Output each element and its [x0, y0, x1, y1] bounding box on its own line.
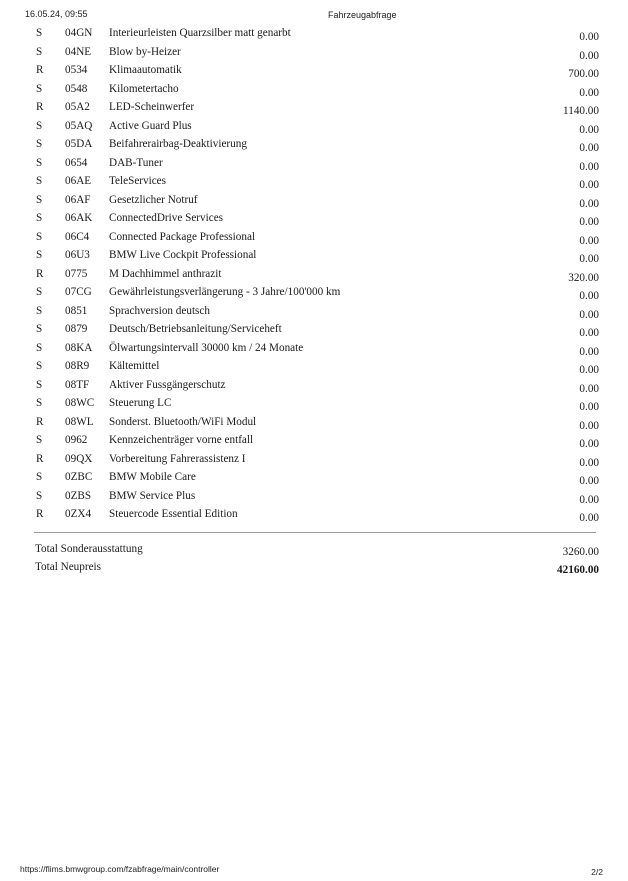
option-description: Kilometertacho	[109, 82, 179, 95]
option-price: 0.00	[579, 401, 599, 413]
option-row	[0, 246, 628, 265]
print-footer-url: https://flims.bmwgroup.com/fzabfrage/main/controller	[20, 864, 220, 874]
option-description: Ölwartungsintervall 30000 km / 24 Monate	[109, 341, 304, 354]
option-type: S	[36, 471, 43, 483]
option-row	[0, 265, 628, 284]
option-description: TeleServices	[109, 175, 166, 187]
option-price: 0.00	[579, 253, 599, 265]
option-code: 0ZBC	[65, 471, 93, 483]
option-price: 0.00	[579, 456, 599, 469]
option-row	[0, 468, 628, 487]
option-type: S	[36, 489, 43, 502]
total-options-label: Total Sonderausstattung	[35, 543, 143, 555]
option-price: 1140.00	[563, 105, 599, 117]
option-row	[0, 283, 628, 302]
option-row	[0, 24, 628, 43]
option-price: 0.00	[579, 493, 599, 506]
option-type: S	[36, 156, 43, 169]
option-row	[0, 505, 628, 524]
options-list	[0, 24, 628, 524]
option-description: Steuerung LC	[109, 397, 172, 409]
option-description: Active Guard Plus	[109, 119, 192, 132]
option-code: 04GN	[65, 27, 93, 39]
option-description: Sprachversion deutsch	[109, 304, 210, 317]
option-price: 0.00	[579, 308, 599, 321]
option-row	[0, 117, 628, 136]
option-row	[0, 450, 628, 469]
option-type: S	[36, 286, 43, 298]
option-row	[0, 98, 628, 117]
option-row	[0, 376, 628, 395]
option-type: S	[36, 360, 43, 372]
option-row	[0, 135, 628, 154]
option-row	[0, 320, 628, 339]
option-code: 06AF	[65, 193, 91, 206]
option-code: 06U3	[65, 249, 90, 261]
option-description: Aktiver Fussgängerschutz	[109, 378, 226, 391]
option-code: 05AQ	[65, 119, 93, 132]
option-type: R	[36, 64, 44, 76]
option-row	[0, 154, 628, 173]
option-description: Kältemittel	[109, 360, 160, 372]
option-price: 0.00	[579, 197, 599, 210]
option-type: S	[36, 138, 43, 150]
option-code: 08R9	[65, 360, 90, 372]
option-description: Kennzeichenträger vorne entfall	[109, 434, 254, 446]
option-row	[0, 394, 628, 413]
option-type: S	[36, 119, 43, 132]
option-price: 0.00	[579, 345, 599, 358]
total-options-value: 3260.00	[562, 546, 599, 558]
print-footer-page-number: 2/2	[591, 867, 603, 877]
option-type: S	[36, 212, 43, 224]
option-row	[0, 413, 628, 432]
option-description: M Dachhimmel anthrazit	[109, 267, 222, 280]
option-code: 0775	[65, 267, 88, 280]
option-price: 700.00	[568, 68, 599, 80]
option-price: 0.00	[579, 512, 599, 524]
option-code: 09QX	[65, 452, 93, 465]
option-description: Connected Package Professional	[109, 230, 256, 243]
option-row	[0, 339, 628, 358]
option-price: 0.00	[579, 382, 599, 395]
option-type: S	[36, 27, 43, 39]
option-price: 0.00	[579, 216, 599, 228]
option-price: 0.00	[579, 364, 599, 376]
option-code: 08WC	[65, 397, 95, 409]
option-type: R	[36, 452, 44, 465]
option-price: 0.00	[579, 123, 599, 136]
option-row	[0, 487, 628, 506]
option-row	[0, 431, 628, 450]
option-type: R	[36, 508, 44, 520]
option-code: 05A2	[65, 101, 90, 113]
option-description: Vorbereitung Fahrerassistenz I	[109, 452, 246, 465]
option-type: S	[36, 175, 43, 187]
option-description: Steuercode Essential Edition	[109, 508, 238, 520]
option-code: 05DA	[65, 138, 93, 150]
option-description: Sonderst. Bluetooth/WiFi Modul	[109, 415, 257, 428]
total-options-row	[0, 540, 628, 558]
option-description: Gesetzlicher Notruf	[109, 193, 198, 206]
option-description: BMW Service Plus	[109, 489, 196, 502]
option-row	[0, 43, 628, 62]
option-type: S	[36, 323, 43, 335]
option-row	[0, 172, 628, 191]
option-price: 0.00	[579, 49, 599, 62]
option-price: 0.00	[579, 142, 599, 154]
print-header-date: 16.05.24, 09:55	[25, 9, 88, 19]
option-code: 06C4	[65, 230, 90, 243]
option-type: S	[36, 45, 43, 58]
option-price: 320.00	[568, 271, 599, 284]
option-price: 0.00	[579, 290, 599, 302]
option-code: 0ZBS	[65, 489, 92, 502]
option-code: 0548	[65, 82, 88, 95]
total-new-price-row	[0, 558, 628, 576]
option-description: LED-Scheinwerfer	[109, 101, 195, 113]
option-price: 0.00	[579, 438, 599, 450]
total-new-price-value: 42160.00	[557, 564, 599, 576]
option-code: 08TF	[65, 378, 90, 391]
option-description: Deutsch/Betriebsanleitung/Serviceheft	[109, 323, 282, 335]
option-description: Klimaautomatik	[109, 64, 182, 76]
option-row	[0, 80, 628, 99]
option-price: 0.00	[579, 31, 599, 43]
option-price: 0.00	[579, 160, 599, 173]
option-code: 07CG	[65, 286, 92, 298]
option-description: Gewährleistungsverlängerung - 3 Jahre/100'000 km	[109, 286, 341, 298]
option-code: 06AE	[65, 175, 92, 187]
option-description: Beifahrerairbag-Deaktivierung	[109, 138, 247, 150]
option-type: R	[36, 415, 44, 428]
option-row	[0, 61, 628, 80]
option-type: R	[36, 267, 44, 280]
option-type: S	[36, 341, 43, 354]
option-row	[0, 357, 628, 376]
option-price: 0.00	[579, 327, 599, 339]
option-description: DAB-Tuner	[109, 156, 163, 169]
option-type: S	[36, 434, 43, 446]
option-code: 08KA	[65, 341, 93, 354]
option-type: S	[36, 230, 43, 243]
option-type: S	[36, 378, 43, 391]
option-code: 0534	[65, 64, 88, 76]
option-type: S	[36, 304, 43, 317]
option-row	[0, 228, 628, 247]
option-description: Blow by-Heizer	[109, 45, 181, 58]
option-price: 0.00	[579, 419, 599, 432]
option-description: ConnectedDrive Services	[109, 212, 224, 224]
option-price: 0.00	[579, 179, 599, 191]
option-type: S	[36, 249, 43, 261]
option-type: R	[36, 101, 44, 113]
option-type: S	[36, 82, 43, 95]
option-description: BMW Live Cockpit Professional	[109, 249, 257, 261]
option-code: 06AK	[65, 212, 93, 224]
totals-divider	[34, 532, 596, 533]
option-description: Interieurleisten Quarzsilber matt genarbt	[109, 27, 291, 39]
option-code: 0879	[65, 323, 88, 335]
option-price: 0.00	[579, 234, 599, 247]
option-type: S	[36, 193, 43, 206]
option-type: S	[36, 397, 43, 409]
option-price: 0.00	[579, 86, 599, 99]
option-row	[0, 209, 628, 228]
option-description: BMW Mobile Care	[109, 471, 196, 483]
print-header-title: Fahrzeugabfrage	[328, 10, 397, 20]
option-price: 0.00	[579, 475, 599, 487]
option-row	[0, 191, 628, 210]
option-code: 04NE	[65, 45, 92, 58]
option-code: 08WL	[65, 415, 94, 428]
option-code: 0654	[65, 156, 88, 169]
option-row	[0, 302, 628, 321]
option-code: 0962	[65, 434, 88, 446]
total-new-price-label: Total Neupreis	[35, 561, 102, 573]
option-code: 0851	[65, 304, 88, 317]
option-code: 0ZX4	[65, 508, 92, 520]
